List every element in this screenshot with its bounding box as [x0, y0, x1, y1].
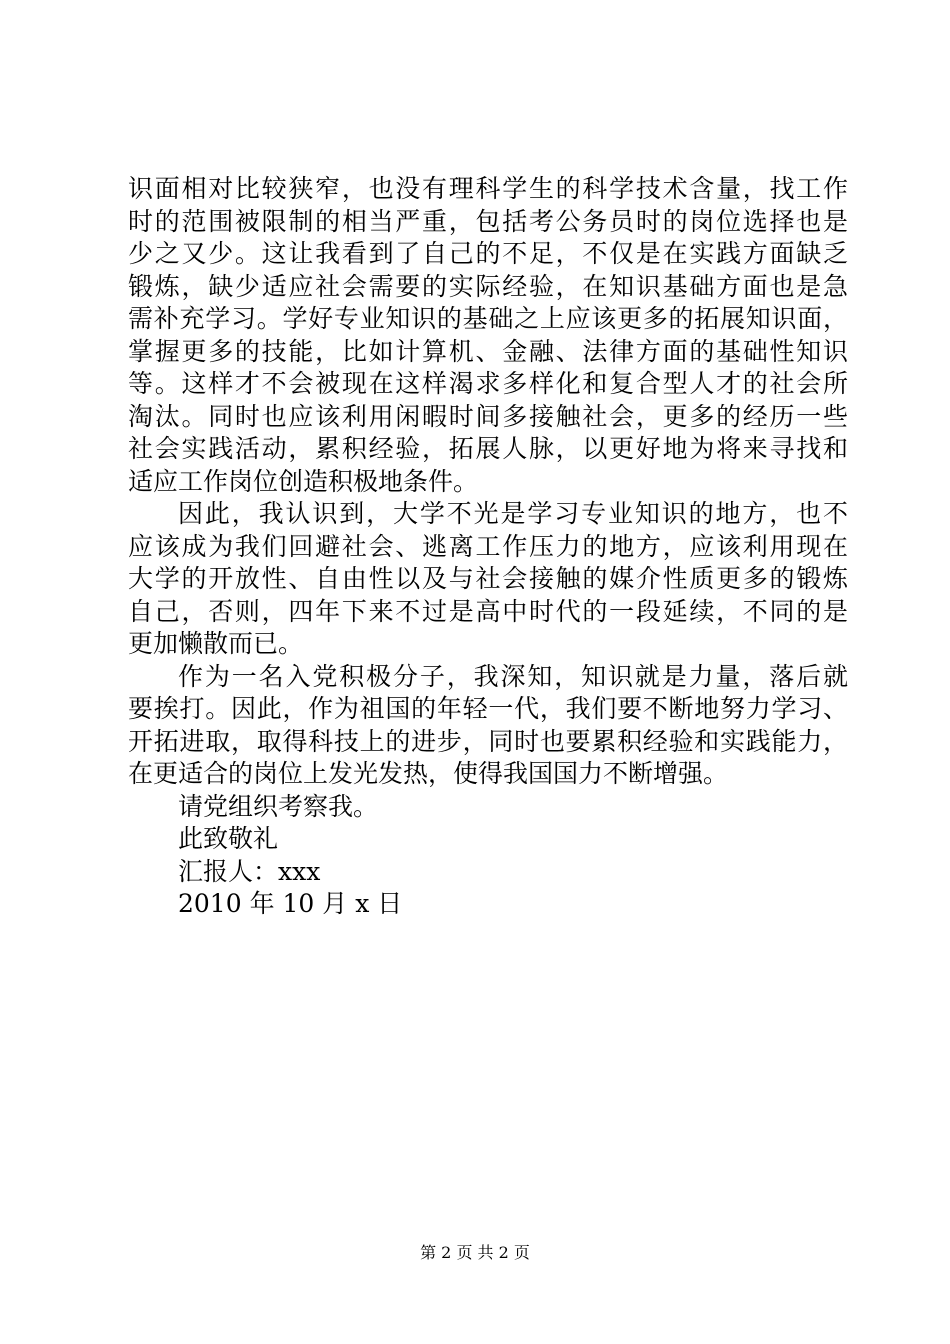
text-line: 锻炼，缺少适应社会需要的实际经验，在知识基础方面也是急 — [128, 271, 848, 301]
reporter-signature: 汇报人：xxx — [178, 856, 321, 886]
text-line: 时的范围被限制的相当严重，包括考公务员时的岗位选择也是 — [128, 206, 848, 236]
text-line: 因此，我认识到，大学不光是学习专业知识的地方，也不 — [178, 499, 848, 528]
text-line: 在更适合的岗位上发光发热，使得我国国力不断增强。 — [128, 759, 729, 788]
paragraph-1 — [128, 173, 848, 498]
text-line: 掌握更多的技能，比如计算机、金融、法律方面的基础性知识 — [128, 336, 848, 366]
text-line: 要挨打。因此，作为祖国的年轻一代，我们要不断地努力学习、 — [128, 694, 848, 723]
report-date: 2010 年 10 月 x 日 — [178, 889, 403, 918]
text-line: 少之又少。这让我看到了自己的不足，不仅是在实践方面缺乏 — [128, 239, 848, 268]
text-line: 需补充学习。学好专业知识的基础之上应该更多的拓展知识面， — [128, 304, 848, 333]
text-line: 开拓进取，取得科技上的进步，同时也要累积经验和实践能力， — [128, 726, 848, 756]
text-line: 等。这样才不会被现在这样渴求多样化和复合型人才的社会所 — [128, 369, 848, 398]
paragraph-3 — [128, 661, 848, 791]
text-line: 淘汰。同时也应该利用闲暇时间多接触社会，更多的经历一些 — [128, 401, 848, 431]
document-body — [128, 173, 848, 921]
text-line: 社会实践活动，累积经验，拓展人脉，以更好地为将来寻找和 — [128, 434, 848, 463]
text-line: 大学的开放性、自由性以及与社会接触的媒介性质更多的锻炼 — [128, 564, 848, 593]
paragraph-2 — [128, 498, 848, 661]
closing-request: 请党组织考察我。 — [178, 791, 379, 821]
closing-salutation: 此致敬礼 — [178, 824, 279, 853]
text-line: 识面相对比较狭窄，也没有理科学生的科学技术含量，找工作 — [128, 174, 848, 203]
page-footer: 第 2 页 共 2 页 — [420, 1243, 530, 1262]
text-line: 适应工作岗位创造积极地条件。 — [128, 466, 479, 496]
closing-block — [128, 791, 848, 921]
text-line: 作为一名入党积极分子，我深知，知识就是力量，落后就 — [178, 661, 848, 691]
text-line: 自己，否则，四年下来不过是高中时代的一段延续，不同的是 — [128, 596, 848, 626]
text-line: 应该成为我们回避社会、逃离工作压力的地方，应该利用现在 — [128, 531, 848, 561]
text-line: 更加懒散而已。 — [128, 629, 304, 658]
